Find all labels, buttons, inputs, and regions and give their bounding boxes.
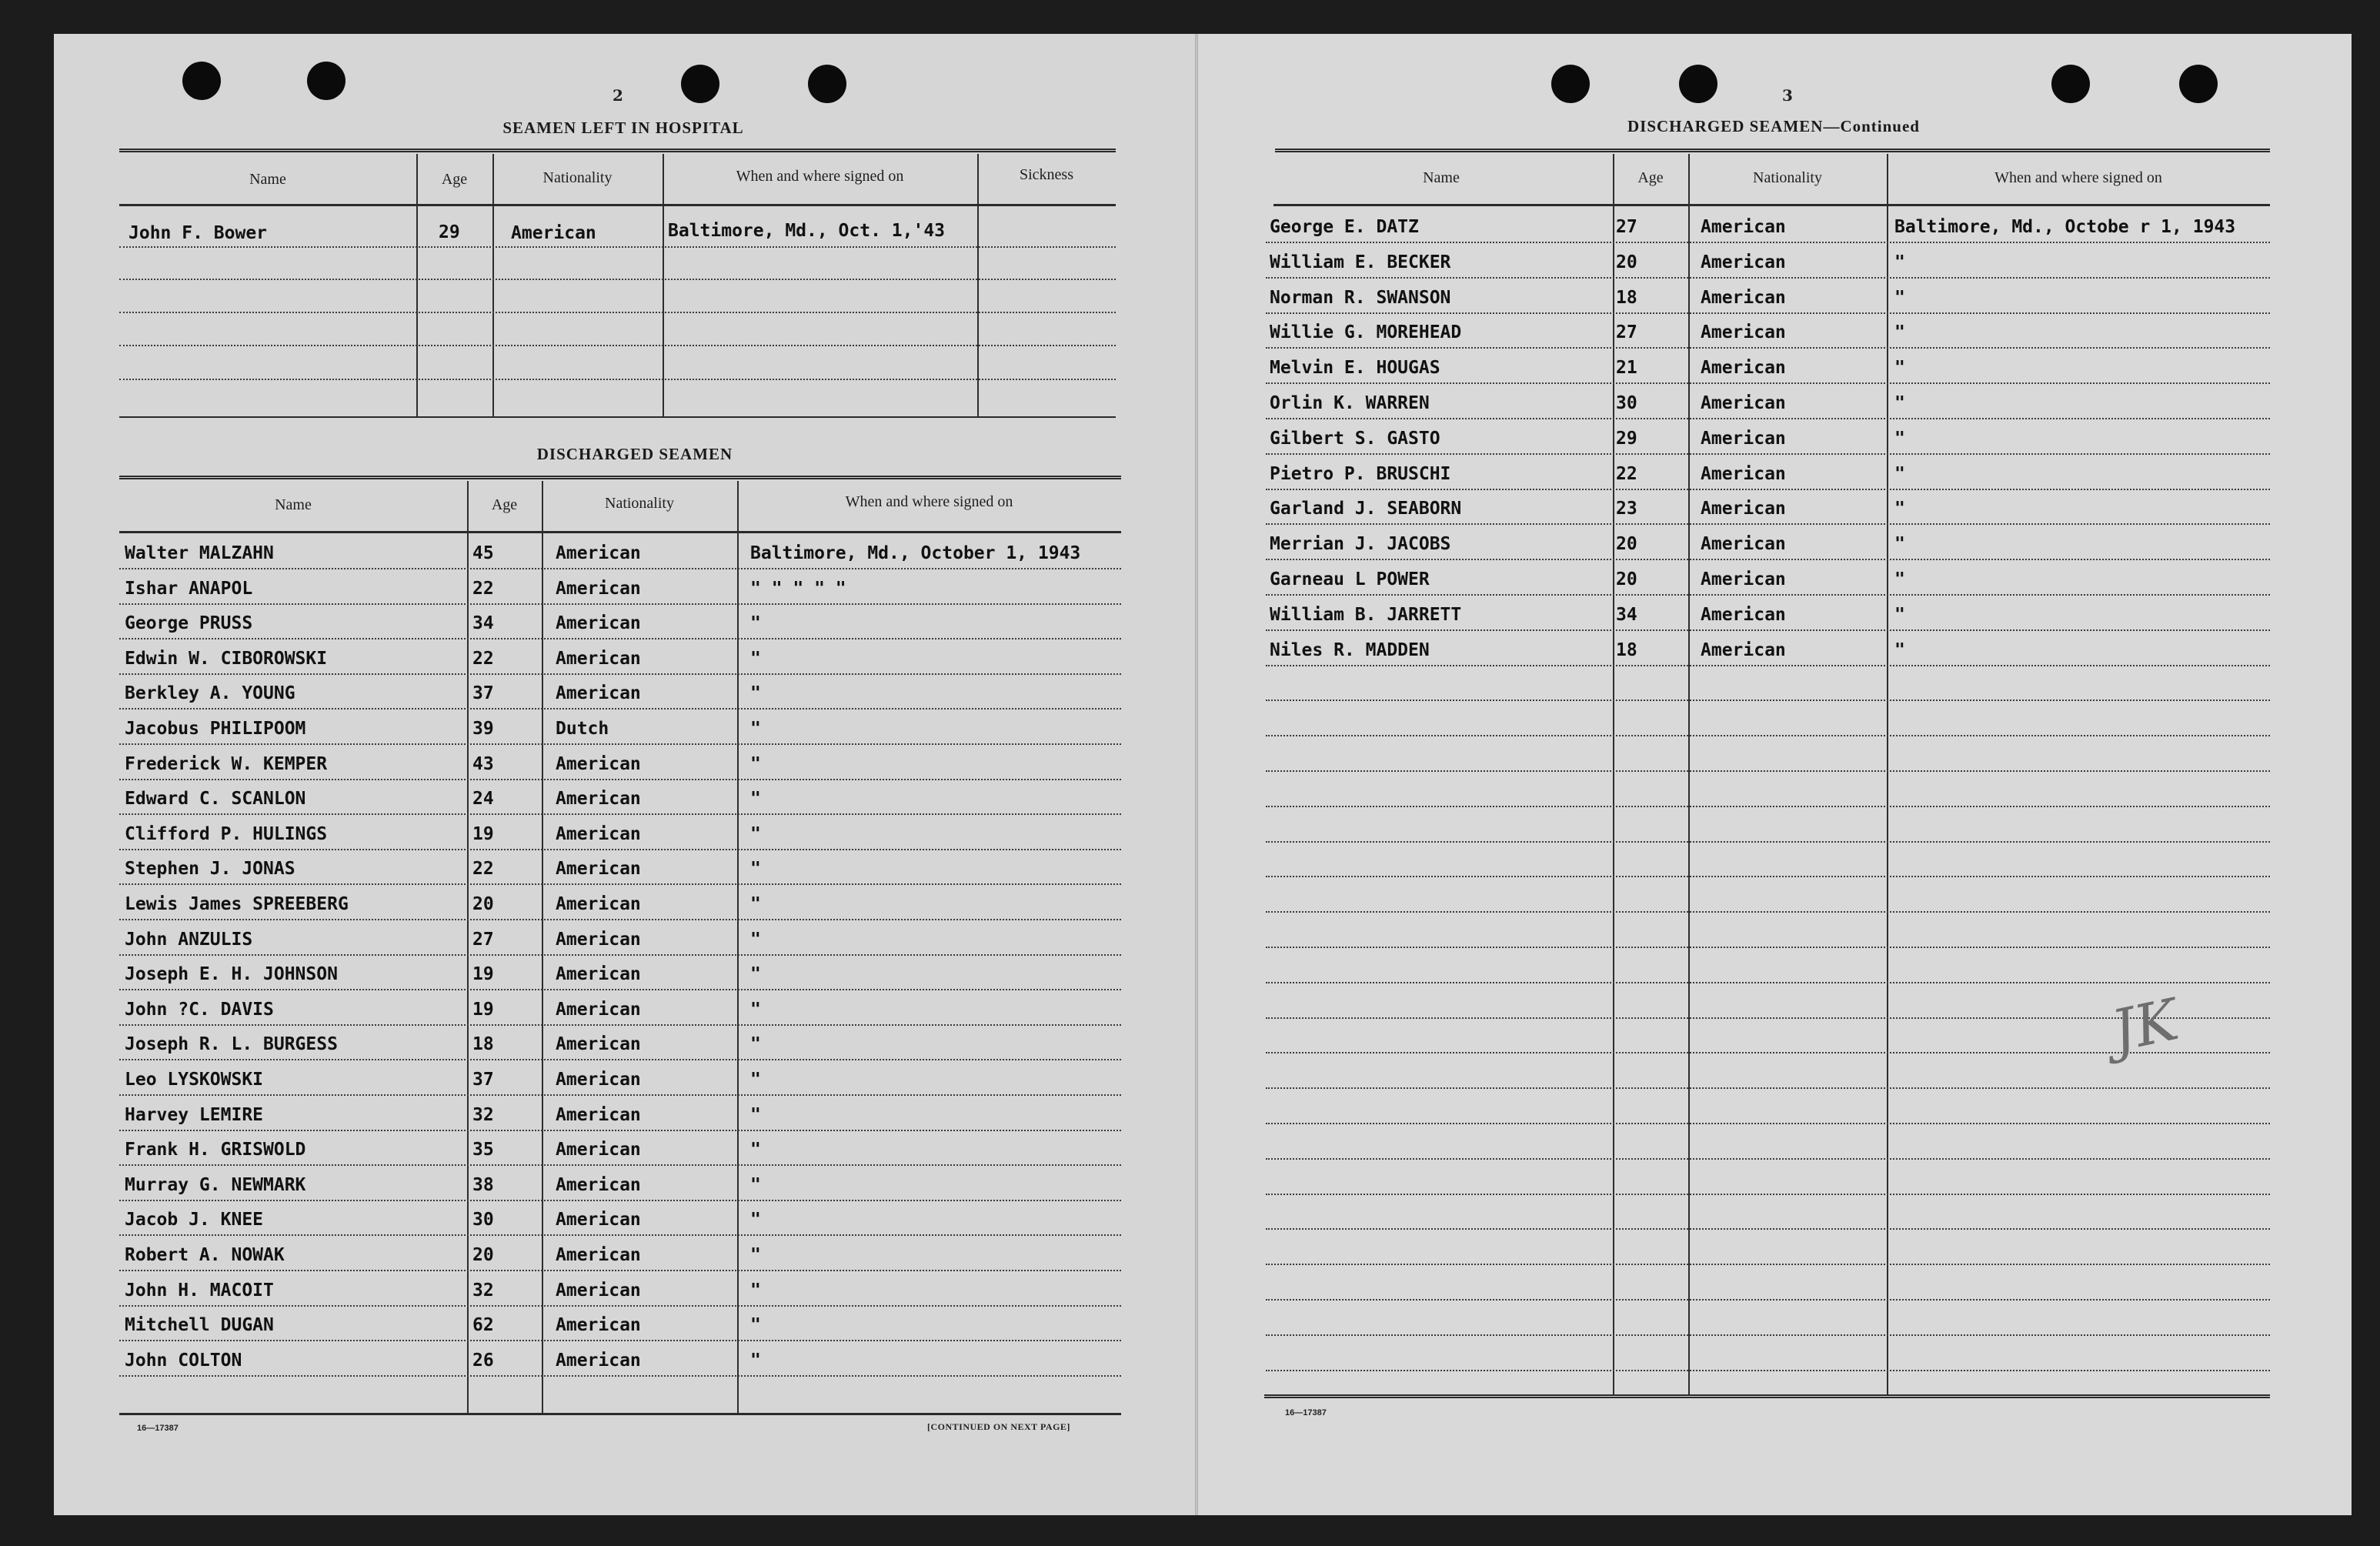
- form-number-left: 16—17387: [137, 1424, 179, 1433]
- age-cell: 29: [1616, 428, 1637, 449]
- table-row-line: [119, 883, 1121, 885]
- nationality-cell: American: [556, 894, 641, 914]
- table-row-line: [119, 1270, 1121, 1271]
- signed-on-cell: ": [750, 1210, 761, 1230]
- table-row-line: [1266, 347, 2270, 349]
- name-cell: Jacobus PHILIPOOM: [125, 719, 306, 739]
- right-col-divider: [1887, 154, 1888, 1394]
- punch-hole: [808, 65, 846, 103]
- signed-on-cell: ": [750, 683, 761, 704]
- signed-on-cell: ": [750, 789, 761, 810]
- age-cell: 20: [1616, 569, 1637, 589]
- nationality-cell: American: [1701, 569, 1786, 589]
- right-header-signed-on: When and where signed on: [1994, 169, 2162, 186]
- name-cell: Frederick W. KEMPER: [125, 753, 328, 774]
- page-fold: [1195, 34, 1198, 1515]
- table-row-line: [119, 568, 1121, 569]
- table-row-line: [119, 1024, 1121, 1026]
- hospital-nationality-cell: American: [511, 223, 596, 243]
- age-cell: 18: [1616, 639, 1637, 660]
- age-cell: 20: [1616, 252, 1637, 272]
- signed-on-cell: " " " " ": [750, 578, 846, 599]
- signed-on-cell: Baltimore, Md., October 1, 1943: [750, 543, 1081, 563]
- signed-on-cell: ": [1894, 604, 1905, 625]
- signed-on-cell: ": [750, 823, 761, 844]
- punch-hole: [1679, 65, 1717, 103]
- table-row-line: [1266, 700, 2270, 701]
- signed-on-cell: ": [750, 999, 761, 1020]
- table-row-line: [119, 673, 1121, 675]
- table-row-line: [119, 708, 1121, 710]
- age-cell: 22: [472, 648, 494, 669]
- signed-on-cell: Baltimore, Md., Octobe r 1, 1943: [1894, 217, 2236, 237]
- table-row-line: [1266, 559, 2270, 560]
- table-row-line: [119, 989, 1121, 990]
- right-bottom-rule: [1264, 1394, 2270, 1398]
- age-cell: 26: [472, 1350, 494, 1371]
- age-cell: 20: [1616, 534, 1637, 555]
- discharged-header-name: Name: [275, 496, 312, 513]
- right-header-nationality: Nationality: [1753, 169, 1822, 186]
- nationality-cell: American: [556, 789, 641, 810]
- age-cell: 43: [472, 753, 494, 774]
- table-row-line: [1266, 1264, 2270, 1265]
- hospital-header-age: Age: [441, 171, 468, 188]
- age-cell: 27: [1616, 217, 1637, 237]
- name-cell: George PRUSS: [125, 613, 253, 634]
- age-cell: 30: [1616, 393, 1637, 413]
- hospital-row-line: [119, 246, 1116, 248]
- nationality-cell: American: [1701, 639, 1786, 660]
- name-cell: Gilbert S. GASTO: [1270, 428, 1440, 449]
- age-cell: 19: [472, 823, 494, 844]
- nationality-cell: American: [1701, 604, 1786, 625]
- form-number-right: 16—17387: [1285, 1408, 1327, 1417]
- discharged-col-divider: [542, 481, 543, 1413]
- table-row-line: [1266, 453, 2270, 455]
- name-cell: Berkley A. YOUNG: [125, 683, 295, 704]
- signed-on-cell: ": [750, 613, 761, 634]
- table-row-line: [119, 1340, 1121, 1341]
- name-cell: John ?C. DAVIS: [125, 999, 274, 1020]
- nationality-cell: American: [556, 859, 641, 880]
- hospital-col-divider: [492, 154, 494, 417]
- table-row-line: [119, 849, 1121, 850]
- name-cell: Harvey LEMIRE: [125, 1104, 264, 1125]
- hospital-header-nationality: Nationality: [542, 169, 613, 186]
- name-cell: Norman R. SWANSON: [1270, 287, 1451, 308]
- age-cell: 62: [472, 1315, 494, 1336]
- table-row-line: [1266, 982, 2270, 983]
- discharged-header-age: Age: [491, 496, 518, 513]
- nationality-cell: Dutch: [556, 719, 609, 739]
- hospital-bottom-rule: [119, 416, 1116, 418]
- discharged-header-signed-on: When and where signed on: [845, 493, 1013, 510]
- punch-hole: [307, 62, 345, 100]
- table-row-line: [1266, 312, 2270, 314]
- nationality-cell: American: [556, 1350, 641, 1371]
- hospital-signed-on-cell: Baltimore, Md., Oct. 1,'43: [668, 221, 946, 241]
- signed-on-cell: ": [1894, 569, 1905, 589]
- name-cell: Mitchell DUGAN: [125, 1315, 274, 1336]
- nationality-cell: American: [556, 1104, 641, 1125]
- table-row-line: [119, 743, 1121, 745]
- signed-on-cell: ": [1894, 534, 1905, 555]
- discharged-continued-title: DISCHARGED SEAMEN—Continued: [1627, 117, 1920, 135]
- signed-on-cell: ": [1894, 499, 1905, 519]
- signed-on-cell: ": [750, 1280, 761, 1301]
- table-row-line: [119, 919, 1121, 920]
- nationality-cell: American: [1701, 534, 1786, 555]
- age-cell: 38: [472, 1174, 494, 1195]
- nationality-cell: American: [556, 1315, 641, 1336]
- age-cell: 32: [472, 1104, 494, 1125]
- right-header-age: Age: [1637, 169, 1664, 186]
- signed-on-cell: ": [1894, 252, 1905, 272]
- right-col-divider: [1613, 154, 1614, 1394]
- hospital-header-signed-on: When and where signed on: [736, 168, 904, 185]
- punch-hole: [1551, 65, 1590, 103]
- signed-on-cell: ": [750, 719, 761, 739]
- nationality-cell: American: [556, 929, 641, 950]
- nationality-cell: American: [556, 1070, 641, 1090]
- nationality-cell: American: [1701, 358, 1786, 379]
- page-number-left: 2: [613, 86, 623, 105]
- table-row-line: [1266, 629, 2270, 631]
- table-row-line: [1266, 876, 2270, 877]
- age-cell: 20: [472, 1245, 494, 1265]
- name-cell: John COLTON: [125, 1350, 242, 1371]
- age-cell: 39: [472, 719, 494, 739]
- hospital-title: SEAMEN LEFT IN HOSPITAL: [502, 119, 744, 137]
- age-cell: 34: [1616, 604, 1637, 625]
- nationality-cell: American: [1701, 499, 1786, 519]
- discharged-header-rule: [119, 531, 1121, 533]
- nationality-cell: American: [556, 543, 641, 563]
- age-cell: 22: [472, 859, 494, 880]
- hospital-name-cell: John F. Bower: [129, 223, 268, 243]
- age-cell: 18: [472, 1034, 494, 1055]
- name-cell: Jacob J. KNEE: [125, 1210, 264, 1230]
- table-row-line: [119, 1305, 1121, 1307]
- table-row-line: [1266, 418, 2270, 419]
- nationality-cell: American: [1701, 463, 1786, 484]
- signed-on-cell: ": [750, 1104, 761, 1125]
- discharged-col-divider: [467, 481, 469, 1413]
- table-row-line: [1266, 841, 2270, 843]
- table-row-line: [1266, 1299, 2270, 1301]
- name-cell: Edward C. SCANLON: [125, 789, 306, 810]
- nationality-cell: American: [556, 648, 641, 669]
- table-row-line: [1266, 1123, 2270, 1124]
- table-row-line: [119, 603, 1121, 605]
- age-cell: 23: [1616, 499, 1637, 519]
- nationality-cell: American: [556, 1210, 641, 1230]
- age-cell: 30: [472, 1210, 494, 1230]
- signed-on-cell: ": [750, 859, 761, 880]
- age-cell: 21: [1616, 358, 1637, 379]
- table-row-line: [1266, 594, 2270, 596]
- hospital-top-rule: [119, 149, 1116, 152]
- punch-hole: [2179, 65, 2218, 103]
- nationality-cell: American: [1701, 217, 1786, 237]
- hospital-header-sickness: Sickness: [1020, 166, 1073, 183]
- table-row-line: [1266, 1370, 2270, 1371]
- table-row-line: [1266, 382, 2270, 384]
- hospital-row-line: [119, 312, 1116, 313]
- signed-on-cell: ": [1894, 428, 1905, 449]
- table-row-line: [1266, 770, 2270, 772]
- nationality-cell: American: [556, 1280, 641, 1301]
- signed-on-cell: ": [750, 1350, 761, 1371]
- name-cell: Willie G. MOREHEAD: [1270, 322, 1462, 343]
- signed-on-cell: ": [750, 648, 761, 669]
- name-cell: Joseph R. L. BURGESS: [125, 1034, 338, 1055]
- table-row-line: [1266, 665, 2270, 666]
- age-cell: 45: [472, 543, 494, 563]
- signed-on-cell: ": [750, 1174, 761, 1195]
- age-cell: 37: [472, 1070, 494, 1090]
- signed-on-cell: ": [750, 929, 761, 950]
- page-number-right: 3: [1782, 86, 1793, 105]
- signed-on-cell: ": [750, 1070, 761, 1090]
- right-col-divider: [1688, 154, 1690, 1394]
- age-cell: 18: [1616, 287, 1637, 308]
- punch-hole: [2051, 65, 2090, 103]
- table-row-line: [1266, 1158, 2270, 1160]
- nationality-cell: American: [556, 823, 641, 844]
- name-cell: Clifford P. HULINGS: [125, 823, 328, 844]
- nationality-cell: American: [556, 578, 641, 599]
- age-cell: 19: [472, 964, 494, 985]
- table-row-line: [1266, 523, 2270, 525]
- discharged-col-divider: [737, 481, 739, 1413]
- name-cell: Merrian J. JACOBS: [1270, 534, 1451, 555]
- nationality-cell: American: [556, 1174, 641, 1195]
- age-cell: 27: [472, 929, 494, 950]
- signed-on-cell: ": [1894, 639, 1905, 660]
- nationality-cell: American: [556, 999, 641, 1020]
- signed-on-cell: ": [1894, 358, 1905, 379]
- table-row-line: [119, 638, 1121, 639]
- name-cell: Frank H. GRISWOLD: [125, 1140, 306, 1160]
- nationality-cell: American: [1701, 428, 1786, 449]
- nationality-cell: American: [1701, 252, 1786, 272]
- signed-on-cell: ": [750, 753, 761, 774]
- table-row-line: [1266, 947, 2270, 948]
- signed-on-cell: ": [750, 1245, 761, 1265]
- name-cell: Lewis James SPREEBERG: [125, 894, 349, 914]
- age-cell: 37: [472, 683, 494, 704]
- discharged-header-nationality: Nationality: [605, 495, 674, 512]
- table-row-line: [119, 1059, 1121, 1060]
- hospital-row-line: [119, 345, 1116, 346]
- table-row-line: [119, 1094, 1121, 1096]
- table-row-line: [1266, 735, 2270, 736]
- nationality-cell: American: [1701, 322, 1786, 343]
- hospital-row-line: [119, 279, 1116, 280]
- nationality-cell: American: [556, 683, 641, 704]
- name-cell: John H. MACOIT: [125, 1280, 274, 1301]
- name-cell: Melvin E. HOUGAS: [1270, 358, 1440, 379]
- table-row-line: [1266, 1194, 2270, 1195]
- name-cell: Garland J. SEABORN: [1270, 499, 1462, 519]
- hospital-age-cell: 29: [439, 222, 460, 242]
- handwritten-initials: JK: [2105, 987, 2184, 1065]
- age-cell: 27: [1616, 322, 1637, 343]
- hospital-header-name: Name: [249, 171, 286, 188]
- punch-hole: [681, 65, 719, 103]
- table-row-line: [119, 1200, 1121, 1201]
- name-cell: Walter MALZAHN: [125, 543, 274, 563]
- name-cell: Stephen J. JONAS: [125, 859, 295, 880]
- table-row-line: [1266, 1228, 2270, 1230]
- right-header-name: Name: [1423, 169, 1460, 186]
- table-row-line: [119, 779, 1121, 780]
- name-cell: John ANZULIS: [125, 929, 253, 950]
- age-cell: 34: [472, 613, 494, 634]
- hospital-col-divider: [977, 154, 979, 417]
- name-cell: Pietro P. BRUSCHI: [1270, 463, 1451, 484]
- age-cell: 32: [472, 1280, 494, 1301]
- signed-on-cell: ": [750, 1315, 761, 1336]
- nationality-cell: American: [1701, 393, 1786, 413]
- table-row-line: [1266, 1334, 2270, 1336]
- table-row-line: [119, 954, 1121, 956]
- nationality-cell: American: [1701, 287, 1786, 308]
- hospital-col-divider: [416, 154, 418, 417]
- signed-on-cell: ": [750, 1140, 761, 1160]
- age-cell: 19: [472, 999, 494, 1020]
- continued-note: [CONTINUED ON NEXT PAGE]: [927, 1421, 1070, 1432]
- table-row-line: [1266, 911, 2270, 913]
- right-header-rule: [1273, 204, 2270, 206]
- name-cell: William E. BECKER: [1270, 252, 1451, 272]
- discharged-bottom-rule: [119, 1413, 1121, 1415]
- table-row-line: [1266, 277, 2270, 279]
- name-cell: Garneau L POWER: [1270, 569, 1430, 589]
- right-top-rule: [1275, 149, 2270, 152]
- signed-on-cell: ": [750, 894, 761, 914]
- hospital-header-rule: [119, 204, 1116, 206]
- table-row-line: [119, 1375, 1121, 1377]
- age-cell: 22: [472, 578, 494, 599]
- name-cell: Murray G. NEWMARK: [125, 1174, 306, 1195]
- age-cell: 24: [472, 789, 494, 810]
- nationality-cell: American: [556, 1245, 641, 1265]
- table-row-line: [119, 1164, 1121, 1166]
- nationality-cell: American: [556, 1034, 641, 1055]
- table-row-line: [119, 1130, 1121, 1131]
- table-row-line: [1266, 489, 2270, 490]
- discharged-top-rule: [119, 476, 1121, 479]
- table-row-line: [1266, 242, 2270, 243]
- name-cell: Robert A. NOWAK: [125, 1245, 285, 1265]
- name-cell: William B. JARRETT: [1270, 604, 1462, 625]
- signed-on-cell: ": [1894, 287, 1905, 308]
- signed-on-cell: ": [750, 964, 761, 985]
- age-cell: 35: [472, 1140, 494, 1160]
- signed-on-cell: ": [1894, 463, 1905, 484]
- name-cell: George E. DATZ: [1270, 217, 1419, 237]
- nationality-cell: American: [556, 753, 641, 774]
- punch-hole: [182, 62, 221, 100]
- name-cell: Orlin K. WARREN: [1270, 393, 1430, 413]
- hospital-col-divider: [663, 154, 664, 417]
- signed-on-cell: ": [1894, 393, 1905, 413]
- hospital-row-line: [119, 379, 1116, 380]
- age-cell: 22: [1616, 463, 1637, 484]
- signed-on-cell: ": [750, 1034, 761, 1055]
- name-cell: Ishar ANAPOL: [125, 578, 253, 599]
- signed-on-cell: ": [1894, 322, 1905, 343]
- nationality-cell: American: [556, 613, 641, 634]
- nationality-cell: American: [556, 1140, 641, 1160]
- name-cell: Leo LYSKOWSKI: [125, 1070, 264, 1090]
- name-cell: Joseph E. H. JOHNSON: [125, 964, 338, 985]
- nationality-cell: American: [556, 964, 641, 985]
- table-row-line: [1266, 1087, 2270, 1089]
- name-cell: Edwin W. CIBOROWSKI: [125, 648, 328, 669]
- age-cell: 20: [472, 894, 494, 914]
- table-row-line: [1266, 806, 2270, 807]
- discharged-title: DISCHARGED SEAMEN: [536, 445, 733, 463]
- table-row-line: [119, 1234, 1121, 1236]
- table-row-line: [119, 813, 1121, 815]
- name-cell: Niles R. MADDEN: [1270, 639, 1430, 660]
